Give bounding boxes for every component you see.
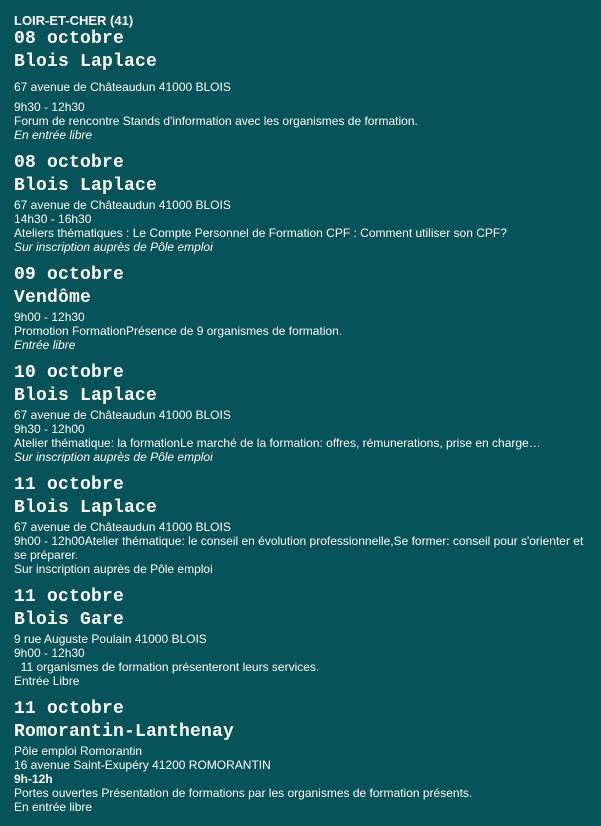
event-address: 67 avenue de Châteaudun 41000 BLOIS: [14, 408, 231, 422]
event-access: En entrée libre: [14, 128, 93, 142]
event-date: 10 octobre: [14, 363, 125, 383]
event-address: 9 rue Auguste Poulain 41000 BLOIS: [14, 632, 207, 646]
event-time: 9h-12h: [14, 772, 53, 786]
event-description: Forum de rencontre Stands d'information avec les organismes de formation.: [14, 114, 418, 128]
event-description: Ateliers thématiques : Le Compte Personnel de Formation CPF : Comment utiliser son CPF?: [14, 226, 507, 240]
event-description: 11 organismes de formation présenteront leurs services.: [14, 660, 320, 674]
event-date: 09 octobre: [14, 265, 125, 285]
event-address: 16 avenue Saint-Exupéry 41200 ROMORANTIN: [14, 758, 271, 772]
event-place: Blois Laplace: [14, 386, 158, 406]
event-time: 9h00 - 12h30: [14, 310, 85, 324]
event-description: Promotion FormationPrésence de 9 organismes de formation.: [14, 324, 343, 338]
event-access: Entrée libre: [14, 338, 76, 352]
event-place: Blois Laplace: [14, 498, 158, 518]
event-time: 9h00 - 12h30: [14, 646, 85, 660]
event-time: 9h30 - 12h30: [14, 100, 85, 114]
event-description: Portes ouvertes Présentation de formations par les organismes de formation présents.: [14, 786, 473, 800]
event-item: [14, 586, 587, 688]
event-time: 14h30 - 16h30: [14, 212, 92, 226]
event-venue: Pôle emploi Romorantin: [14, 744, 143, 758]
event-description: Atelier thématique: la formationLe marché de la formation: offres, rémunerations, prise en charge…: [14, 436, 541, 450]
event-date: 08 octobre: [14, 153, 125, 173]
event-access: Sur inscription auprès de Pôle emploi: [14, 562, 213, 576]
department-heading: LOIR-ET-CHER (41): [14, 13, 134, 28]
event-description-cont: se préparer.: [14, 548, 79, 562]
event-item: [14, 474, 587, 576]
event-access: En entrée libre: [14, 800, 93, 814]
event-address: 67 avenue de Châteaudun 41000 BLOIS: [14, 80, 231, 94]
event-item: [14, 264, 587, 352]
event-date: 08 octobre: [14, 29, 125, 49]
event-place: Blois Laplace: [14, 52, 158, 72]
event-access: Sur inscription auprès de Pôle emploi: [14, 240, 213, 254]
event-date: 11 octobre: [14, 475, 125, 495]
event-address: 67 avenue de Châteaudun 41000 BLOIS: [14, 520, 231, 534]
event-place: Blois Gare: [14, 610, 125, 630]
event-place: Blois Laplace: [14, 176, 158, 196]
event-item: [14, 698, 587, 814]
event-item: [14, 362, 587, 464]
event-address: 67 avenue de Châteaudun 41000 BLOIS: [14, 198, 231, 212]
event-access: Sur inscription auprès de Pôle emploi: [14, 450, 213, 464]
event-place: Romorantin-Lanthenay: [14, 722, 235, 742]
event-time: 9h30 - 12h00: [14, 422, 85, 436]
event-description: 9h00 - 12h00Atelier thématique: le conseil en évolution professionnelle,Se former: conseil pour s'orienter et: [14, 534, 584, 548]
event-access: Entrée Libre: [14, 674, 80, 688]
event-place: Vendôme: [14, 288, 92, 308]
event-date: 11 octobre: [14, 699, 125, 719]
event-date: 11 octobre: [14, 587, 125, 607]
event-item: [14, 28, 587, 142]
event-item: [14, 152, 587, 254]
